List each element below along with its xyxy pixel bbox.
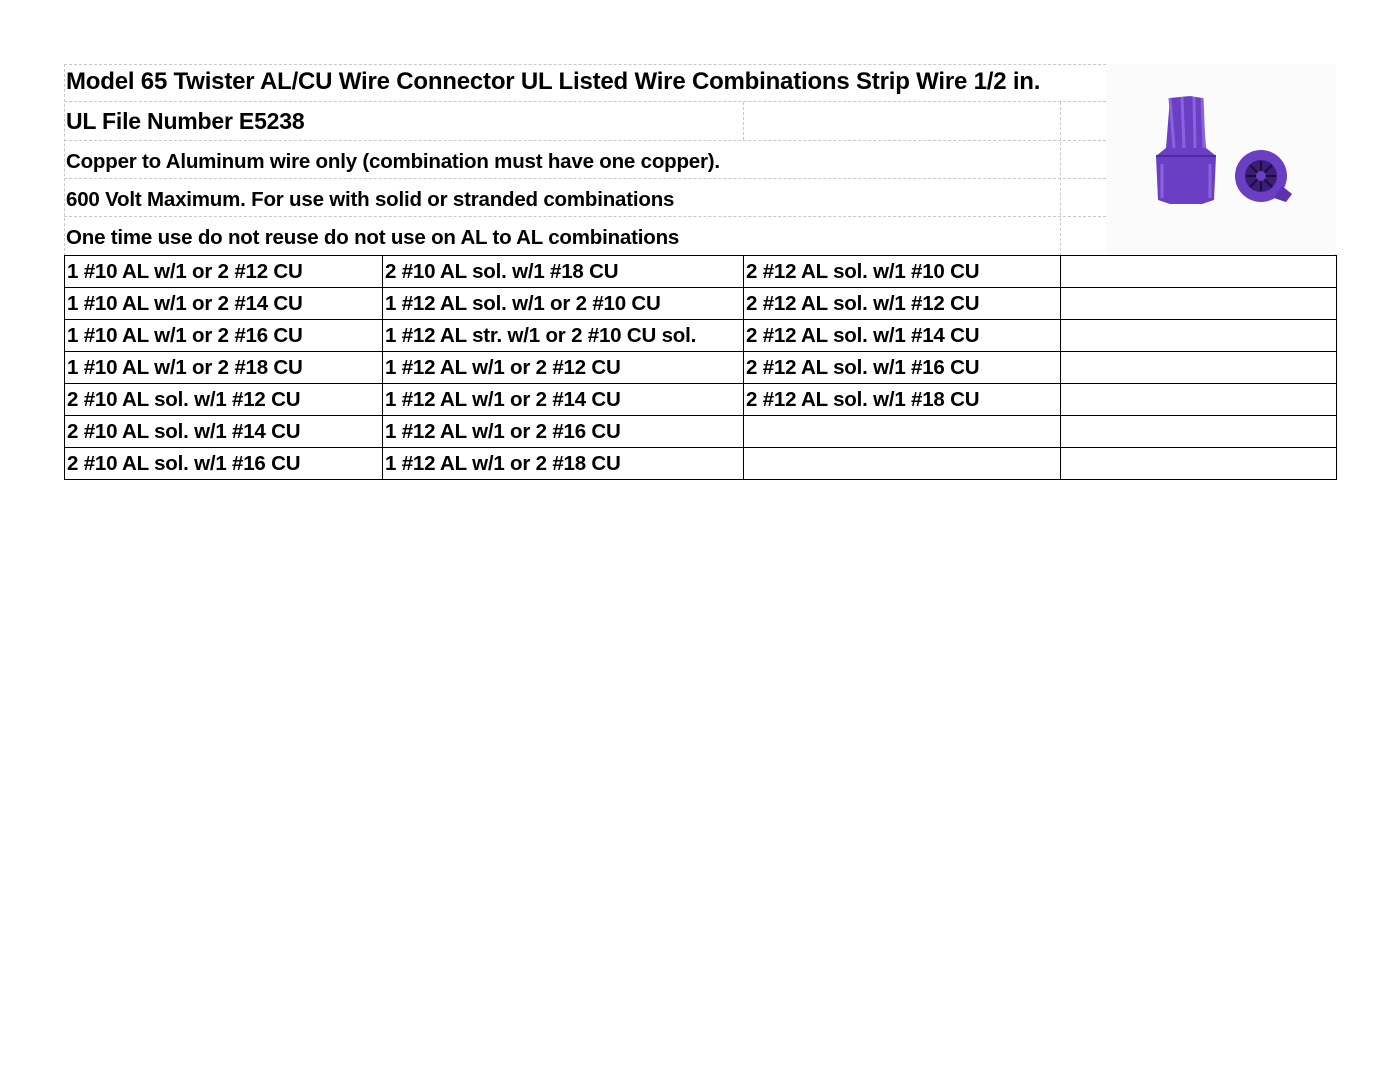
- table-row: [65, 416, 1337, 448]
- table-cell: 2 #12 AL sol. w/1 #12 CU: [744, 288, 1061, 320]
- purple-wire-connector-icon: [1106, 64, 1336, 254]
- gridline: [64, 216, 1106, 217]
- table-row: [65, 320, 1337, 352]
- table-cell: 1 #12 AL w/1 or 2 #12 CU: [383, 352, 744, 384]
- ul-file-number: UL File Number E5238: [66, 108, 305, 134]
- gridline: [1060, 102, 1061, 256]
- table-cell: [1061, 256, 1337, 288]
- table-row: [65, 288, 1337, 320]
- table-cell: 1 #10 AL w/1 or 2 #12 CU: [65, 256, 383, 288]
- table-row: [65, 256, 1337, 288]
- table-cell: [1061, 384, 1337, 416]
- table-cell: [1061, 416, 1337, 448]
- gridline: [64, 64, 65, 256]
- table-cell: 2 #10 AL sol. w/1 #16 CU: [65, 448, 383, 480]
- table-cell: 1 #10 AL w/1 or 2 #16 CU: [65, 320, 383, 352]
- table-cell: 2 #12 AL sol. w/1 #10 CU: [744, 256, 1061, 288]
- table-cell: [744, 416, 1061, 448]
- table-cell: 1 #12 AL w/1 or 2 #14 CU: [383, 384, 744, 416]
- table-cell: 1 #12 AL w/1 or 2 #16 CU: [383, 416, 744, 448]
- table-row: [65, 352, 1337, 384]
- table-cell: 2 #12 AL sol. w/1 #18 CU: [744, 384, 1061, 416]
- note-copper-aluminum: Copper to Aluminum wire only (combination must have one copper).: [66, 150, 720, 173]
- gridline: [64, 178, 1106, 179]
- table-cell: 1 #12 AL w/1 or 2 #18 CU: [383, 448, 744, 480]
- table-cell: 2 #10 AL sol. w/1 #12 CU: [65, 384, 383, 416]
- table-row: [65, 384, 1337, 416]
- header-area: [64, 64, 1336, 256]
- table-cell: 2 #12 AL sol. w/1 #16 CU: [744, 352, 1061, 384]
- table-cell: [1061, 320, 1337, 352]
- gridline: [743, 102, 744, 140]
- table-cell: 1 #10 AL w/1 or 2 #18 CU: [65, 352, 383, 384]
- table-cell: 1 #12 AL sol. w/1 or 2 #10 CU: [383, 288, 744, 320]
- table-cell: 2 #10 AL sol. w/1 #14 CU: [65, 416, 383, 448]
- product-image: [1106, 64, 1336, 254]
- table-cell: [744, 448, 1061, 480]
- table-cell: 1 #12 AL str. w/1 or 2 #10 CU sol.: [383, 320, 744, 352]
- gridline: [64, 101, 1106, 102]
- table-row: [65, 448, 1337, 480]
- table-cell: [1061, 352, 1337, 384]
- note-voltage: 600 Volt Maximum. For use with solid or stranded combinations: [66, 188, 675, 211]
- table-cell: 2 #12 AL sol. w/1 #14 CU: [744, 320, 1061, 352]
- table-cell: 2 #10 AL sol. w/1 #18 CU: [383, 256, 744, 288]
- table-cell: 1 #10 AL w/1 or 2 #14 CU: [65, 288, 383, 320]
- table-cell: [1061, 288, 1337, 320]
- note-one-time-use: One time use do not reuse do not use on AL to AL combinations: [66, 226, 680, 249]
- table-cell: [1061, 448, 1337, 480]
- page-title: Model 65 Twister AL/CU Wire Connector UL Listed Wire Combinations Strip Wire 1/2 in.: [66, 68, 1041, 95]
- wire-combinations-table: [64, 255, 1337, 480]
- gridline: [64, 140, 1106, 141]
